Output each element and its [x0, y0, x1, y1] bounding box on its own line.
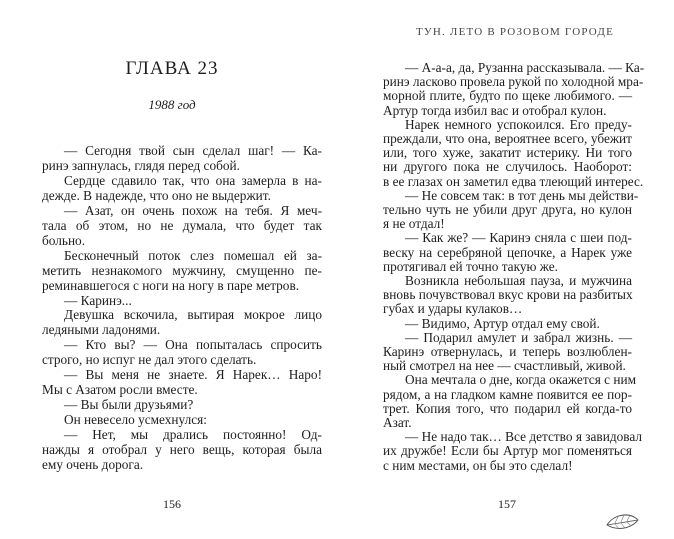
text-line: вновь почувствовал вкус крови на разбитых [383, 287, 633, 303]
text-line: реминавшегося с ноги на ногу в паре метров. [42, 277, 300, 293]
text-line: ледяными ладонями. [42, 322, 161, 338]
text-line: — Вы были друзьями? [64, 397, 194, 413]
text-line: Мы с Азатом росли вместе. [42, 382, 198, 398]
text-line: Она мечтала о дне, когда окажется с ним [405, 372, 637, 388]
text-line: преждали, что она, вероятнее всего, убежит [383, 131, 632, 147]
text-line: — Азат, он очень похож на тебя. Я меч- [64, 202, 322, 218]
text-line: или, того хуже, закатит истерику. Ни того [383, 145, 632, 161]
text-line: Бесконечный поток слез помешал ей за- [64, 247, 322, 263]
text-line: — Как же? — Каринэ сняла с шеи под- [405, 230, 632, 246]
text-line: ринэ ласково провела рукой по холодной мра- [383, 74, 644, 90]
text-line: — Сегодня твой сын сделал шаг! — Ка- [64, 143, 322, 158]
text-line: Возникла небольшая пауза, и мужчина [405, 273, 632, 289]
text-line: ни другого пока не случилось. Наоборот: [383, 159, 632, 175]
left-page-body-text [42, 144, 322, 473]
text-line: Девушка вскочила, вытирая мокрое лицо [64, 307, 322, 323]
text-line: дежде. В надежде, что оно не выдержит. [42, 187, 271, 203]
text-line: протягивал ей точно такую же. [383, 258, 558, 274]
page-number-right: 157 [498, 497, 516, 511]
text-line: — А-а-а, да, Рузанна рассказывала. — Ка- [405, 60, 645, 75]
text-line: ный смотрел на нее — счастливый, живой. [383, 358, 626, 374]
text-line: — Кто вы? — Она попыталась спросить [64, 337, 322, 353]
text-line: веску на серебряной цепочке, а Нарек уже [383, 244, 632, 260]
running-header: ТУН. ЛЕТО В РОЗОВОМ ГОРОДЕ [415, 26, 615, 38]
text-line: морной плите, будто по щеке любимого. — [383, 88, 632, 104]
text-line: нажды я отобрал у него вещь, которая была [42, 442, 322, 458]
text-line: — Каринэ... [64, 292, 132, 308]
page-number-left: 156 [163, 497, 181, 511]
text-line: с ним местами, он бы это сделал! [383, 457, 573, 473]
text-line: рядом, а на гладком камне появится ее пор- [383, 386, 632, 402]
text-line: — Вы меня не знаете. Я Нарек… Наро! [64, 367, 322, 383]
text-line: Азат. [383, 415, 412, 431]
text-line: Артур тогда избил вас и отобрал кулон. [383, 102, 607, 118]
text-line: — Не надо так… Все детство я завидовал [405, 429, 642, 445]
text-line: — Не совсем так: в тот день мы действи- [405, 187, 639, 203]
text-line: — Подарил амулет и забрал жизнь. — [405, 329, 632, 345]
text-line: больно. [42, 232, 86, 248]
text-line: строго, но испуг не дал этого сделать. [42, 352, 257, 368]
text-line: их дружбе! Если бы Артур мог поменяться [383, 443, 632, 459]
text-line: ринэ запнулась, глядя перед собой. [42, 157, 240, 173]
right-page [337, 0, 674, 539]
text-line: в ее глазах он заметил едва тлеющий интерес. [383, 173, 644, 189]
text-line: тала об этом, но не думала, что будет так [42, 217, 322, 233]
leaf-icon [605, 511, 641, 533]
text-line: я не отдал! [383, 216, 445, 232]
text-line: трет. Копия того, что подарил ей когда-то [383, 400, 632, 416]
chapter-title: ГЛАВА 23 [125, 58, 219, 79]
text-line: губах и удары кулаков… [383, 301, 523, 317]
text-line: — Нет, мы дрались постоянно! Од- [64, 427, 322, 443]
text-line: Он невесело усмехнулся: [64, 412, 207, 428]
chapter-year: 1988 год [148, 97, 196, 112]
text-line: — Видимо, Артур отдал ему свой. [405, 315, 600, 331]
right-page-body-text [383, 60, 645, 473]
text-line: Сердце сдавило так, что она замерла в на- [64, 172, 322, 188]
text-line: метить незнакомого мужчину, смущенно пе- [42, 262, 322, 278]
text-line: тельно чуть не убили друг друга, но кулон [383, 202, 632, 218]
text-line: Каринэ отвернулась, и теперь возлюблен- [383, 344, 632, 360]
text-line: ему очень дорога. [42, 457, 144, 473]
text-line: Нарек немного успокоился. Его преду- [405, 116, 632, 132]
